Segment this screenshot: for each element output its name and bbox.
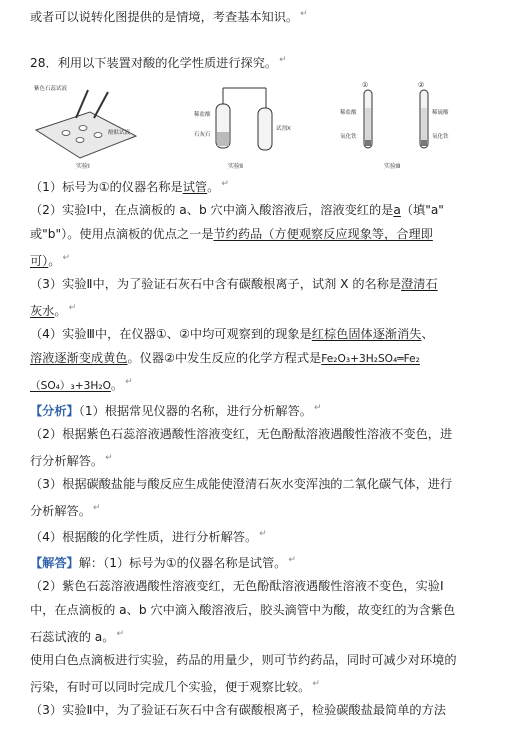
analysis-tag: 【分析】	[30, 404, 79, 419]
question-2-line-2	[30, 226, 433, 242]
text: 或"b"）。使用点滴板的优点之一是	[30, 227, 214, 241]
text: （3）实验Ⅱ中，为了验证石灰石中含有碳酸根离子，试剂 X 的名称是	[30, 277, 402, 291]
question-2-line-3	[30, 250, 70, 269]
paragraph-mark: ↵	[288, 555, 296, 565]
text: 使用白色点滴板进行实验，药品的用量少，则可节约药品，同时可减少对环境的	[30, 653, 457, 667]
text: （2）根据紫色石蕊溶液遇酸性溶液变红，无色酚酞溶液遇酸性溶液不变色，进	[30, 427, 453, 441]
answer-blank: 节约药品（方便观察反应现象等，合理即	[213, 227, 433, 241]
question-3-line-2	[30, 300, 76, 319]
text: 。仪器②中发生反应的化学方程式是	[127, 351, 322, 365]
solution-line-5	[30, 652, 457, 668]
label-dilute-h2so4: 稀硫酸	[432, 110, 449, 116]
solution-line-2	[30, 578, 444, 594]
solution-line-1	[30, 552, 296, 571]
paragraph-mark: ↵	[105, 453, 113, 463]
paragraph-mark: ↵	[259, 529, 267, 539]
text: （4）根据酸的化学性质，进行分析解答。	[30, 530, 258, 545]
text: （2）实验Ⅰ中，在点滴板的 a、b 穴中滴入酸溶液后，溶液变红的是	[30, 203, 394, 217]
label-tube-2: ②	[418, 81, 425, 89]
paragraph-mark: ↵	[279, 55, 287, 65]
question-4-line-3	[30, 374, 133, 394]
answer-blank: a	[393, 203, 401, 217]
label-limestone: 石灰石	[194, 132, 211, 138]
label-litmus: 紫色石蕊试液	[34, 86, 68, 92]
answer-blank: 红棕色固体逐渐消失	[311, 327, 422, 341]
label-phenolphthalein: 酚酞试液	[108, 130, 131, 136]
text: （3）实验Ⅱ中，为了验证石灰石中含有碳酸根离子，检验碳酸盐最简单的方法	[30, 703, 446, 717]
text-line	[30, 6, 308, 25]
analysis-line-6	[30, 526, 267, 545]
text: （4）实验Ⅲ中，在仪器①、②中均可观察到的现象是	[30, 327, 312, 341]
experiment-1	[34, 84, 136, 170]
text: （2）紫色石蕊溶液遇酸性溶液变红，无色酚酞溶液遇酸性溶液不变色，实验Ⅰ	[30, 579, 444, 593]
solution-tag: 【解答】	[30, 556, 79, 571]
text: 解：（1）标号为①的仪器名称是试管。	[78, 556, 287, 571]
text: 石蕊试液的 a。	[30, 630, 115, 645]
answer-blank: 灰水	[30, 304, 55, 319]
experiment-3	[340, 81, 449, 170]
paragraph-mark: ↵	[300, 9, 308, 19]
paragraph-mark: ↵	[221, 179, 229, 189]
question-3-line-1	[30, 276, 438, 292]
label-tube-1: ①	[362, 81, 369, 89]
text: 分析解答。	[30, 504, 91, 519]
question-4-line-2	[30, 350, 420, 367]
paragraph-mark: ↵	[313, 403, 322, 413]
text: （1）标号为①的仪器名称是	[30, 180, 183, 195]
question-4-line-1	[30, 326, 434, 342]
question-title	[30, 52, 287, 71]
text: （填"a"	[400, 203, 444, 217]
paragraph-mark: ↵	[92, 503, 101, 513]
solution-line-4	[30, 626, 124, 645]
paragraph-mark: ↵	[116, 629, 125, 639]
label-reagent-x: 试剂X	[276, 126, 291, 132]
analysis-line-1	[30, 400, 322, 419]
solution-line-6	[30, 676, 320, 695]
text: 。	[110, 378, 124, 393]
answer-blank: 溶液逐渐变成黄色	[30, 351, 128, 365]
analysis-line-5	[30, 500, 100, 519]
answer-blank: 试管	[182, 180, 208, 195]
text: 中，在点滴板的 a、b 穴中滴入酸溶液后，胶头滴管中为酸，故变红的为含紫色	[30, 603, 456, 617]
paragraph-mark: ↵	[125, 377, 133, 387]
analysis-line-4	[30, 476, 452, 492]
question-1	[30, 176, 229, 195]
caption-exp1: 实验Ⅰ	[76, 163, 90, 170]
solution-line-7	[30, 702, 446, 718]
paragraph-mark: ↵	[62, 253, 71, 263]
answer-blank-equation: （SO₄）₃+3H₂O	[30, 380, 111, 393]
text: 污染，有时可以同时完成几个实验，便于观察比较。	[30, 680, 311, 695]
label-iron-oxide-1: 氧化铁	[340, 134, 357, 140]
experiment-figure	[28, 78, 468, 170]
answer-blank: 可）	[30, 254, 49, 269]
apparatus-diagram	[28, 78, 468, 170]
label-hcl: 稀盐酸	[194, 112, 211, 118]
text: 或者可以说转化图提供的是情境，考查基本知识。	[30, 10, 299, 25]
text: 28．利用以下装置对酸的化学性质进行探究。	[30, 56, 278, 71]
text: 行分析解答。	[30, 454, 104, 469]
analysis-line-2	[30, 426, 452, 442]
caption-exp3: 实验Ⅲ	[384, 163, 401, 170]
text: 。	[54, 304, 67, 319]
paragraph-mark: ↵	[312, 679, 320, 689]
paragraph-mark: ↵	[68, 303, 77, 313]
text: 。	[207, 180, 220, 195]
label-iron-oxide-2: 氧化铁	[432, 134, 449, 140]
answer-blank: 澄清石	[401, 277, 438, 291]
analysis-line-3	[30, 450, 113, 469]
experiment-2	[194, 88, 291, 170]
label-dilute-hcl: 稀盐酸	[340, 110, 357, 116]
text: 、	[421, 327, 434, 341]
text: 。	[48, 254, 61, 269]
question-2-line-1	[30, 202, 444, 218]
solution-line-3	[30, 602, 455, 618]
text: （1）根据常见仪器的名称，进行分析解答。	[78, 404, 312, 419]
text: （3）根据碳酸盐能与酸反应生成能使澄清石灰水变浑浊的二氧化碳气体，进行	[30, 477, 453, 491]
answer-blank-equation: Fe₂O₃+3H₂SO₄═Fe₂	[321, 353, 420, 365]
caption-exp2: 实验Ⅱ	[228, 163, 243, 170]
